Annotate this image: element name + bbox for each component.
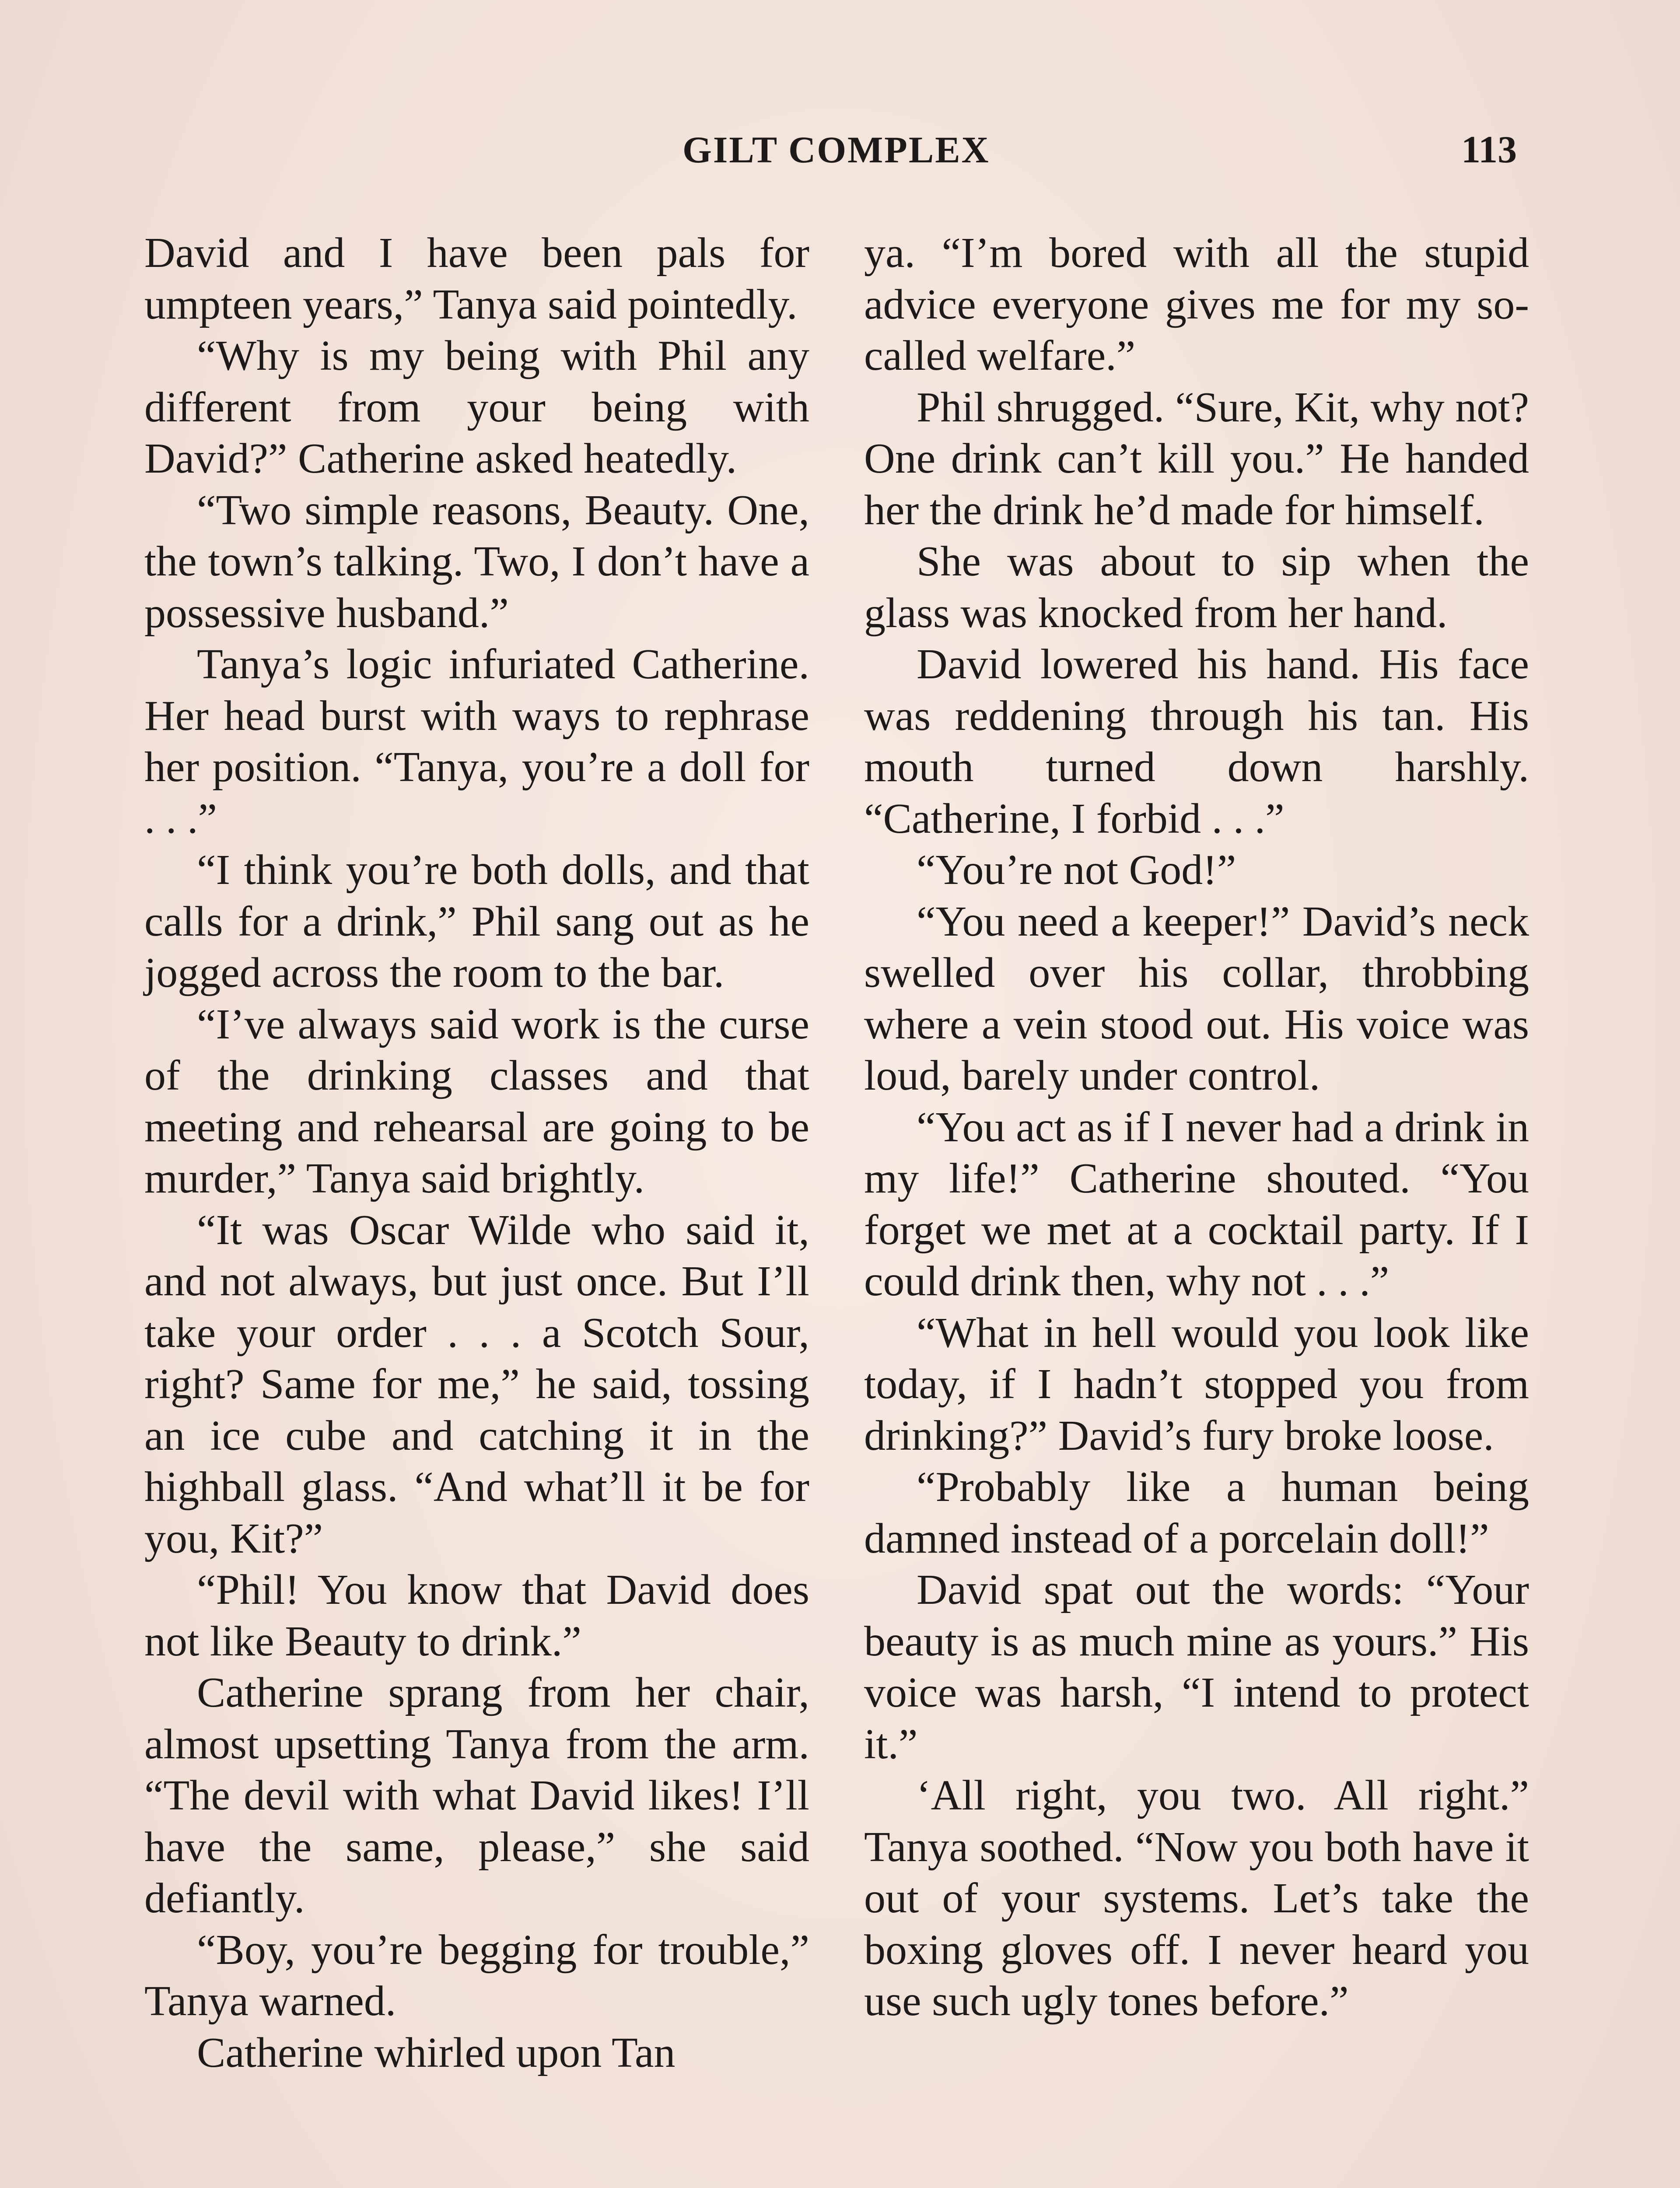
paragraph: Catherine whirled upon Tan	[197, 2029, 676, 2076]
paragraph: David spat out the words: “Your beauty is as much mine as yours.” His voice was harsh, “I intend to protect it.”	[864, 1566, 1529, 1768]
paragraph: “Boy, you’re begging for trouble,” Tanya warned.	[144, 1926, 809, 2025]
paragraph: Tanya’s logic infuriated Catherine. Her head burst with ways to rephrase her position. “Tanya, you’re a doll for . . .”	[144, 641, 809, 842]
paragraph: “You act as if I never had a drink in my life!” Catherine shouted. “You forget we met at a cocktail party. If I could drink then, why not . . .”	[864, 1103, 1529, 1305]
paragraph: David lowered his hand. His face was reddening through his tan. His mouth turned down harshly. “Catherine, I forbid . . .”	[864, 641, 1529, 842]
running-head: GILT COMPLEX	[682, 129, 990, 171]
paragraph: Catherine sprang from her chair, almost upsetting Tanya from the arm. “The devil with what David likes! I’ll have the same, please,” she said defiantly.	[144, 1669, 809, 1922]
page-number: 113	[1461, 129, 1517, 171]
paragraph: She was about to sip when the glass was knocked from her hand.	[864, 538, 1529, 637]
paragraph: “You need a keeper!” David’s neck swelled over his collar, throbbing where a vein stood out. His voice was loud, barely under control.	[864, 898, 1529, 1099]
paragraph: “Probably like a human being damned instead of a porcelain doll!”	[864, 1463, 1529, 1562]
paragraph: “I think you’re both dolls, and that calls for a drink,” Phil sang out as he jogged across the room to the bar.	[144, 846, 809, 996]
paragraph: “It was Oscar Wilde who said it, and not always, but just once. But I’ll take your order . . . a Scotch Sour, right? Same for me,” he said, tossing an ice cube and catching it in the highball glass. “And what’ll it be for you, Kit?”	[144, 1206, 809, 1562]
paragraph: ya. “I’m bored with all the stupid advice everyone gives me for my so-called welfare.”	[864, 229, 1529, 379]
paragraph: “Why is my being with Phil any different from your being with David?” Catherine asked heatedly.	[144, 332, 809, 482]
paragraph: David and I have been pals for umpteen years,” Tanya said pointedly.	[144, 229, 809, 328]
paragraph: “You’re not God!”	[917, 846, 1236, 894]
right-column	[864, 228, 1529, 2027]
paragraph: “Phil! You know that David does not like Beauty to drink.”	[144, 1566, 809, 1665]
paragraph: ‘All right, you two. All right.” Tanya soothed. “Now you both have it out of your systems. Let’s take the boxing gloves off. I never heard you use such ugly tones before.”	[864, 1772, 1529, 2025]
left-column	[144, 228, 809, 2079]
paragraph: “I’ve always said work is the curse of the drinking classes and that meeting and rehearsal are going to be murder,” Tanya said brightly.	[144, 1000, 809, 1202]
paragraph: Phil shrugged. “Sure, Kit, why not? One drink can’t kill you.” He handed her the drink he’d made for himself.	[864, 383, 1529, 534]
paragraph: “Two simple reasons, Beauty. One, the town’s talking. Two, I don’t have a possessive husband.”	[144, 486, 809, 637]
paragraph: “What in hell would you look like today, if I hadn’t stopped you from drinking?” David’s fury broke loose.	[864, 1309, 1529, 1459]
